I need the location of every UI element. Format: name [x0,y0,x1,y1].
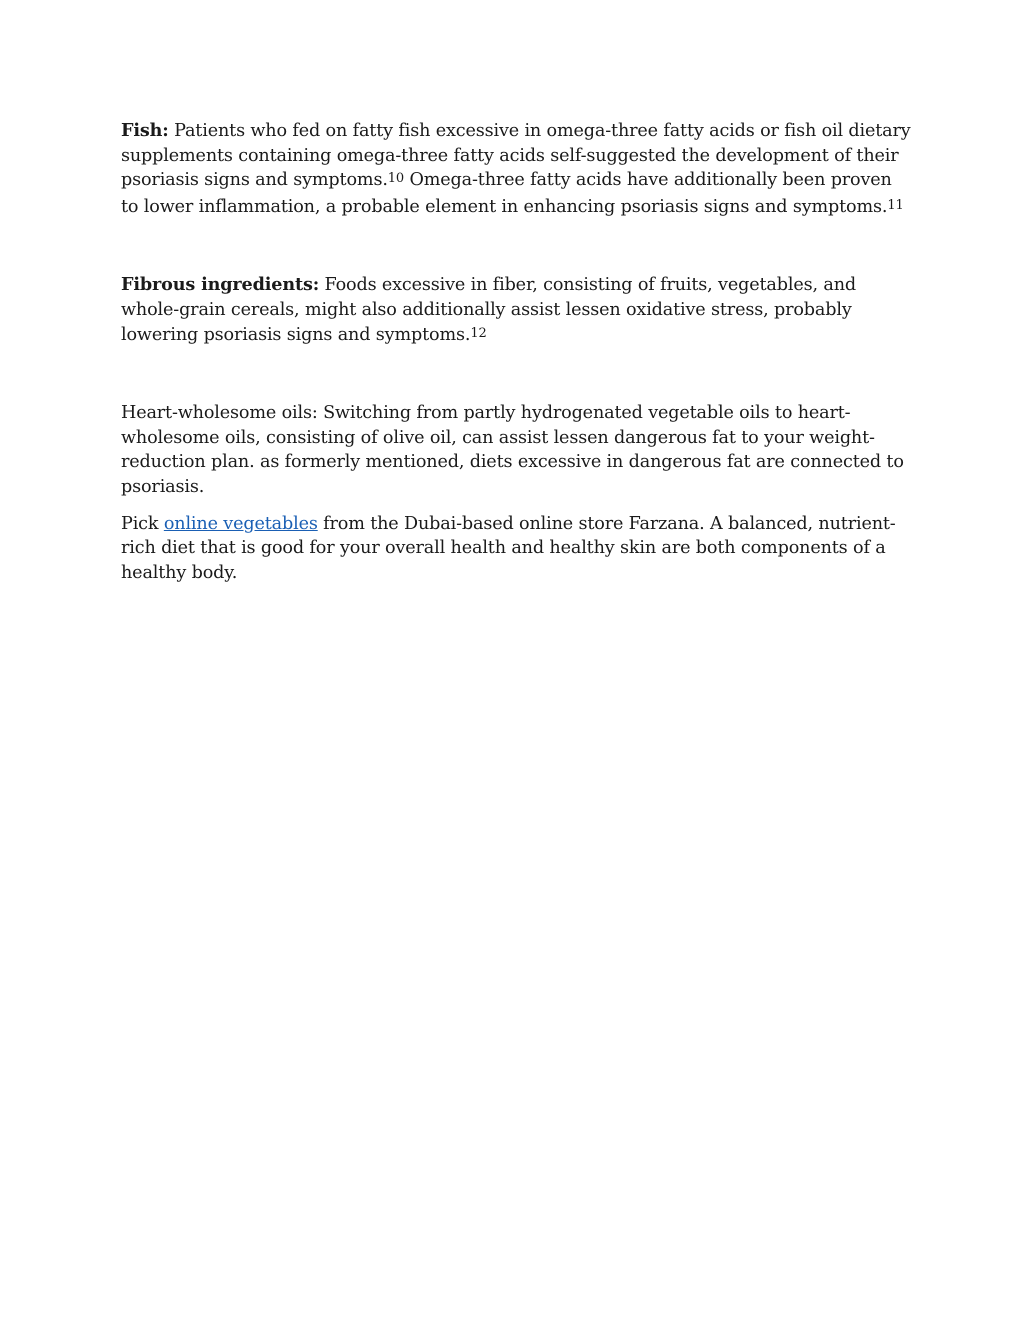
paragraph-spacer [121,349,911,401]
footnote-ref-11: 11 [887,197,904,213]
fish-text-part2: Omega-three fatty acids have additionally been proven to lower inflammation, a probable element in enhancing psoriasis signs and symptoms. [121,170,892,217]
fish-text-part1: Patients who fed on fatty fish excessive in omega-three fatty acids or fish oil dietary supplements containing omega-three fatty acids self-suggested the development of their psoriasis signs and symptoms. [121,121,911,191]
online-vegetables-link[interactable]: online vegetables [163,513,318,534]
closing-paragraph [121,512,911,586]
fibrous-heading: Fibrous ingredients: [121,274,320,296]
document-body [121,119,911,585]
closing-text-before: Pick [121,513,164,534]
fish-paragraph [121,119,911,221]
fish-heading: Fish: [121,120,169,141]
oils-paragraph: Heart-wholesome oils: Switching from partly hydrogenated vegetable oils to heart-wholesome oils, consisting of olive oil, can assist lessen dangerous fat to your weight-reduction plan. as formerly mentioned, diets excessive in dangerous fat are connected to psoriasis. [121,403,904,497]
fibrous-paragraph [121,273,911,349]
paragraph-spacer [121,500,911,512]
fibrous-text: Foods excessive in fiber, consisting of fruits, vegetables, and whole-grain cereals, might also additionally assist lessen oxidative stress, probably lowering psoriasis signs and symptoms. [121,275,856,345]
footnote-ref-12: 12 [470,325,487,341]
footnote-ref-10: 10 [387,171,405,187]
paragraph-spacer [121,221,911,273]
closing-text-after: from the Dubai-based online store Farzana. A balanced, nutrient-rich diet that is good for your overall health and healthy skin are both components of a healthy body. [121,513,896,583]
